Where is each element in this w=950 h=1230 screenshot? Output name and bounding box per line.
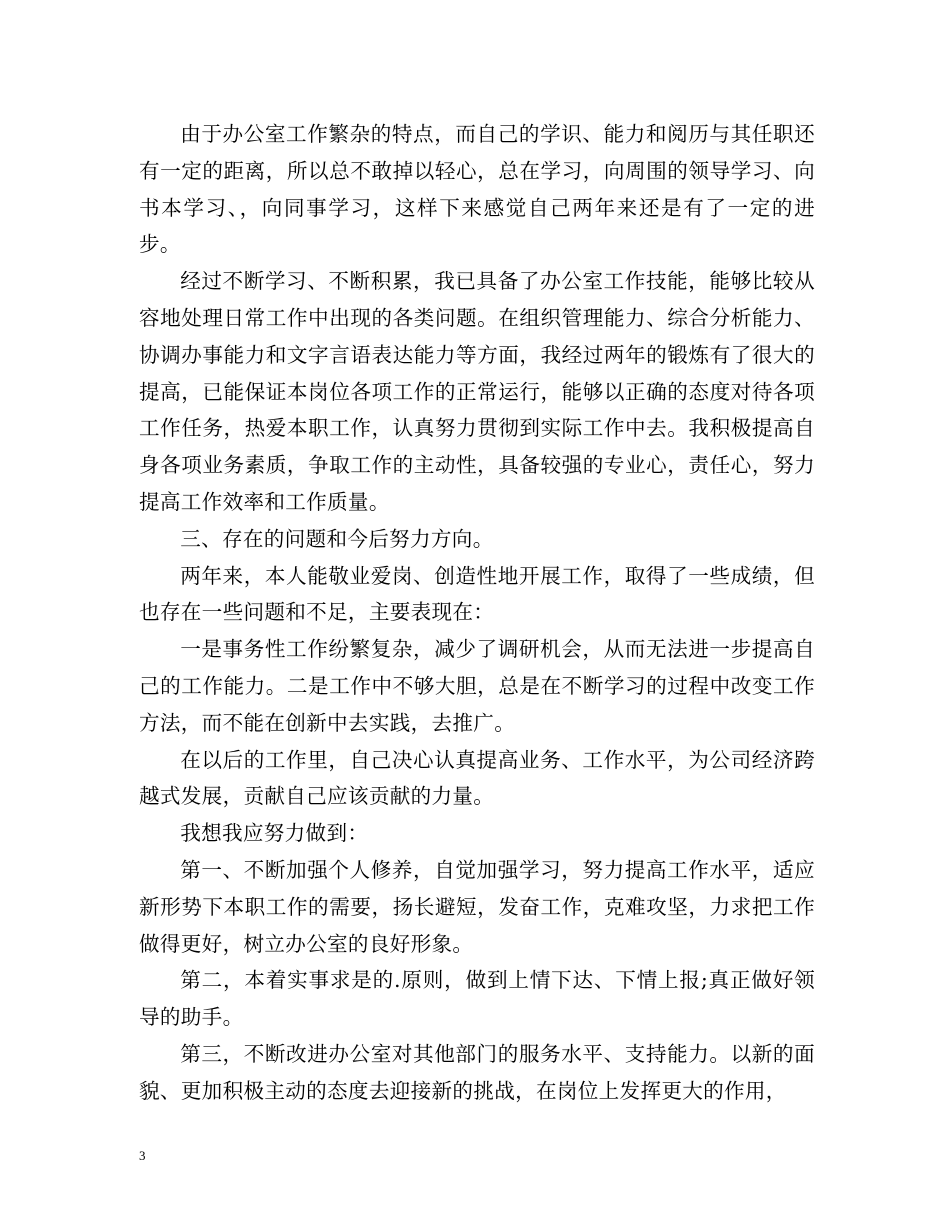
paragraph-3: 两年来，本人能敬业爱岗、创造性地开展工作，取得了一些成绩，但也存在一些问题和不足，主要表现在： (139, 563, 815, 625)
document-body (139, 116, 815, 1110)
paragraph-4: 一是事务性工作纷繁复杂，减少了调研机会，从而无法进一步提高自己的工作能力。二是工作中不够大胆，总是在不断学习的过程中改变工作方法，而不能在创新中去实践，去推广。 (139, 637, 815, 735)
page-number: 3 (139, 1148, 146, 1163)
paragraph-9: 第三，不断改进办公室对其他部门的服务水平、支持能力。以新的面貌、更加积极主动的态度去迎接新的挑战，在岗位上发挥更大的作用， (139, 1041, 815, 1103)
paragraph-8: 第二，本着实事求是的.原则，做到上情下达、下情上报;真正做好领导的助手。 (139, 968, 815, 1030)
paragraph-7: 第一、不断加强个人修养，自觉加强学习，努力提高工作水平，适应新形势下本职工作的需要，扬长避短，发奋工作，克难攻坚，力求把工作做得更好，树立办公室的良好形象。 (139, 857, 815, 956)
paragraph-6: 我想我应努力做到： (180, 821, 369, 846)
paragraph-1: 由于办公室工作繁杂的特点，而自己的学识、能力和阅历与其任职还有一定的距离，所以总不敢掉以轻心，总在学习，向周围的领导学习、向书本学习、，向同事学习，这样下来感觉自己两年来还是有了一定的进步。 (139, 122, 815, 257)
paragraph-5: 在以后的工作里，自己决心认真提高业务、工作水平，为公司经济跨越式发展，贡献自己应该贡献的力量。 (139, 747, 815, 809)
paragraph-2: 经过不断学习、不断积累，我已具备了办公室工作技能，能够比较从容地处理日常工作中出现的各类问题。在组织管理能力、综合分析能力、协调办事能力和文字言语表达能力等方面，我经过两年的锻炼有了很大的提高，已能保证本岗位各项工作的正常运行，能够以正确的态度对待各项工作任务，热爱本职工作，认真努力贯彻到实际工作中去。我积极提高自身各项业务素质，争取工作的主动性，具备较强的专业心，责任心，努力提高工作效率和工作质量。 (139, 269, 815, 514)
section-heading: 三、存在的问题和今后努力方向。 (180, 526, 494, 551)
